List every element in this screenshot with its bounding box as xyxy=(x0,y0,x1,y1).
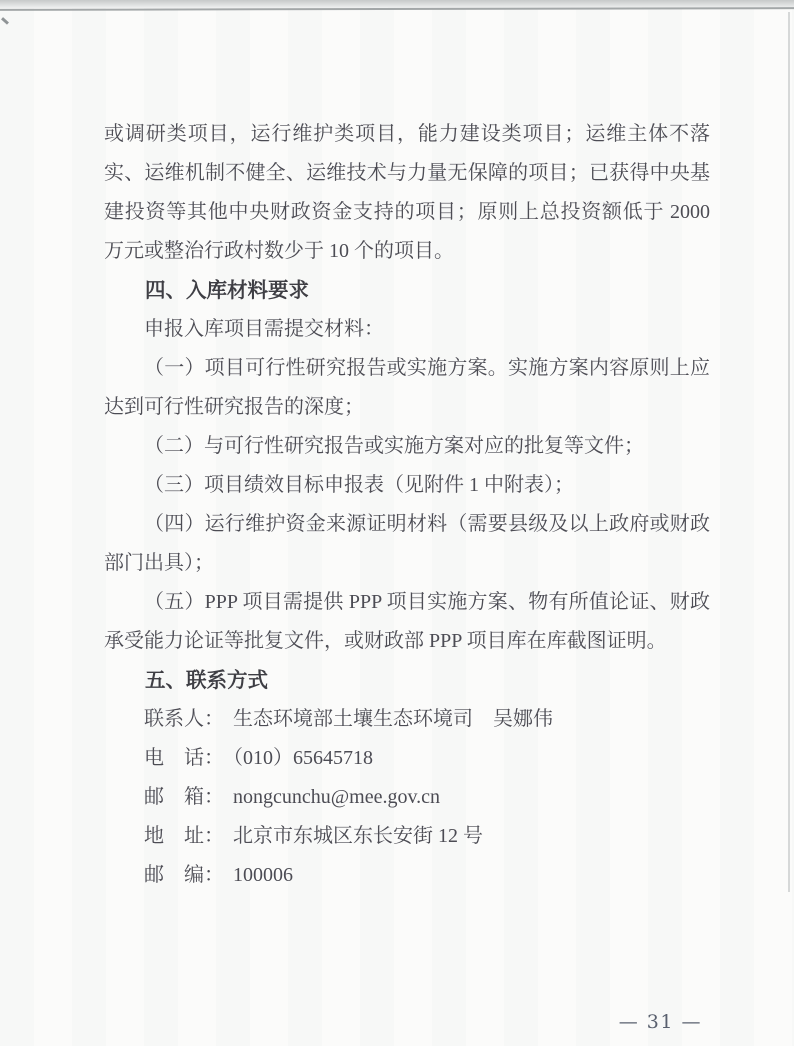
contact-row-address xyxy=(104,817,710,856)
materials-item-5: （五）PPP 项目需提供 PPP 项目实施方案、物有所值论证、财政承受能力论证等批复文件，或财政部 PPP 项目库在库截图证明。 xyxy=(104,591,710,652)
materials-item-4: （四）运行维护资金来源证明材料（需要县级及以上政府或财政部门出具）； xyxy=(104,513,710,574)
contact-value: 北京市东城区东长安街 12 号 xyxy=(233,825,483,847)
contact-label: 邮 编： xyxy=(144,864,224,886)
contact-label: 电 话： xyxy=(144,747,224,769)
contact-value: 生态环境部土壤生态环境司 吴娜伟 xyxy=(233,708,553,730)
contact-row-postcode xyxy=(104,856,710,895)
materials-item-2: （二）与可行性研究报告或实施方案对应的批复等文件； xyxy=(144,435,644,457)
contact-label: 地 址： xyxy=(144,825,224,847)
scan-edge-right xyxy=(788,12,790,892)
contact-row-phone xyxy=(104,739,710,778)
scan-mark-top-left xyxy=(0,17,9,27)
contact-row-person xyxy=(104,700,710,739)
section-4-intro: 申报入库项目需提交材料： xyxy=(144,318,384,340)
section-4-heading: 四、入库材料要求 xyxy=(145,279,309,302)
materials-item-3: （三）项目绩效目标申报表（见附件 1 中附表）； xyxy=(144,474,574,496)
page-number: — 31 — xyxy=(618,1011,702,1033)
materials-item-1: （一）项目可行性研究报告或实施方案。实施方案内容原则上应达到可行性研究报告的深度； xyxy=(104,357,710,418)
contact-label: 联系人： xyxy=(144,708,224,730)
section-5-heading: 五、联系方式 xyxy=(145,669,268,692)
paragraph-continued-exclusions: 或调研类项目，运行维护类项目，能力建设类项目；运维主体不落实、运维机制不健全、运维技术与力量无保障的项目；已获得中央基建投资等其他中央财政资金支持的项目；原则上总投资额低于 2000 万元或整治行政村数少于 10 个的项目。 xyxy=(104,123,710,262)
contact-label: 邮 箱： xyxy=(144,786,224,808)
document-content xyxy=(104,0,710,895)
contact-value: （010）65645718 xyxy=(233,747,373,769)
contact-value: 100006 xyxy=(233,864,293,886)
contact-value: nongcunchu@mee.gov.cn xyxy=(233,786,441,808)
contact-row-email xyxy=(104,778,710,817)
